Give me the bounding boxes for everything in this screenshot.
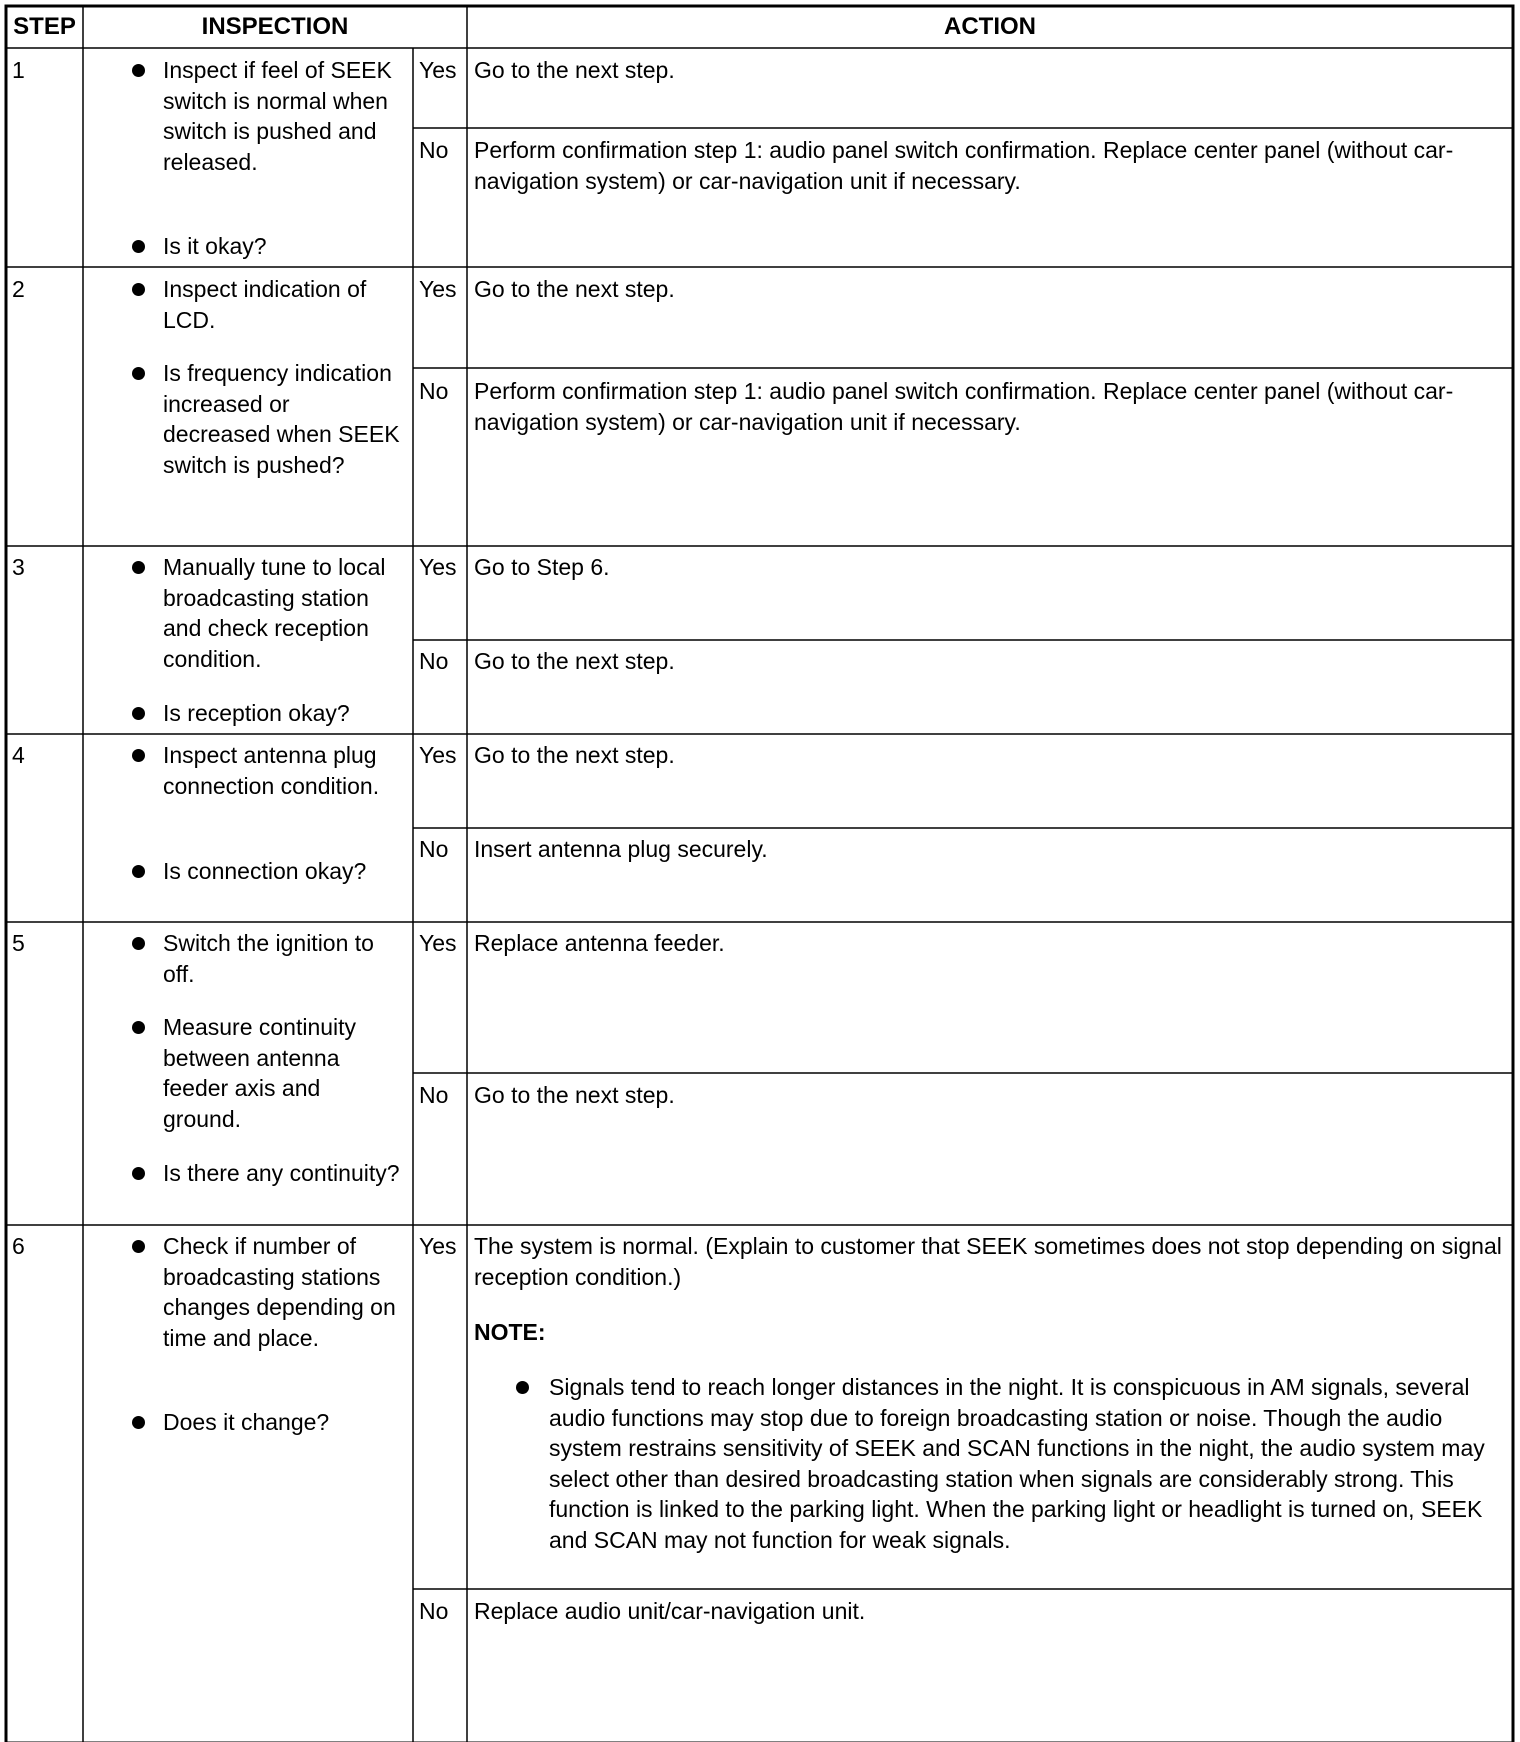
step-number: 1 (12, 57, 25, 83)
no-action: Perform confirmation step 1: audio panel switch confirmation. Replace center panel (without car-navigation system) or car-navigation unit if necessary. (474, 378, 1454, 435)
yes-label: Yes (419, 276, 457, 302)
yes-action: Go to Step 6. (474, 554, 610, 580)
no-action: Perform confirmation step 1: audio panel switch confirmation. Replace center panel (without car-navigation system) or car-navigation unit if necessary. (474, 137, 1454, 194)
step-number: 3 (12, 554, 25, 580)
yes-label: Yes (419, 57, 457, 83)
header-inspection: INSPECTION (201, 13, 349, 40)
no-action: Go to the next step. (474, 648, 675, 674)
no-action: Go to the next step. (474, 1082, 675, 1108)
no-label: No (419, 378, 449, 404)
bullet-icon (132, 865, 145, 878)
no-action: Insert antenna plug securely. (474, 836, 768, 862)
note-label: NOTE: (474, 1319, 546, 1345)
bullet-icon (132, 283, 145, 296)
yes-action: Go to the next step. (474, 742, 675, 768)
bullet-icon (516, 1381, 529, 1394)
header-action: ACTION (944, 13, 1036, 40)
yes-action: The system is normal. (Explain to customer that SEEK sometimes does not stop depending on signal reception condition.) (474, 1233, 1502, 1290)
yes-label: Yes (419, 742, 457, 768)
bullet-icon (132, 1416, 145, 1429)
bullet-icon (132, 561, 145, 574)
bullet-icon (132, 707, 145, 720)
step-number: 6 (12, 1233, 25, 1259)
no-label: No (419, 648, 449, 674)
no-label: No (419, 1082, 449, 1108)
yes-action: Go to the next step. (474, 57, 675, 83)
no-label: No (419, 137, 449, 163)
step-number: 2 (12, 276, 25, 302)
bullet-icon (132, 240, 145, 253)
step-number: 4 (12, 742, 25, 768)
bullet-icon (132, 1167, 145, 1180)
yes-action: Replace antenna feeder. (474, 930, 725, 956)
no-action: Replace audio unit/car-navigation unit. (474, 1598, 866, 1624)
header-step: STEP (13, 13, 76, 40)
no-label: No (419, 1598, 449, 1624)
yes-label: Yes (419, 930, 457, 956)
bullet-icon (132, 749, 145, 762)
bullet-icon (132, 367, 145, 380)
bullet-icon (132, 1021, 145, 1034)
yes-action: Go to the next step. (474, 276, 675, 302)
bullet-icon (132, 1240, 145, 1253)
bullet-icon (132, 937, 145, 950)
yes-label: Yes (419, 1233, 457, 1259)
bullet-icon (132, 64, 145, 77)
yes-label: Yes (419, 554, 457, 580)
step-number: 5 (12, 930, 25, 956)
no-label: No (419, 836, 449, 862)
